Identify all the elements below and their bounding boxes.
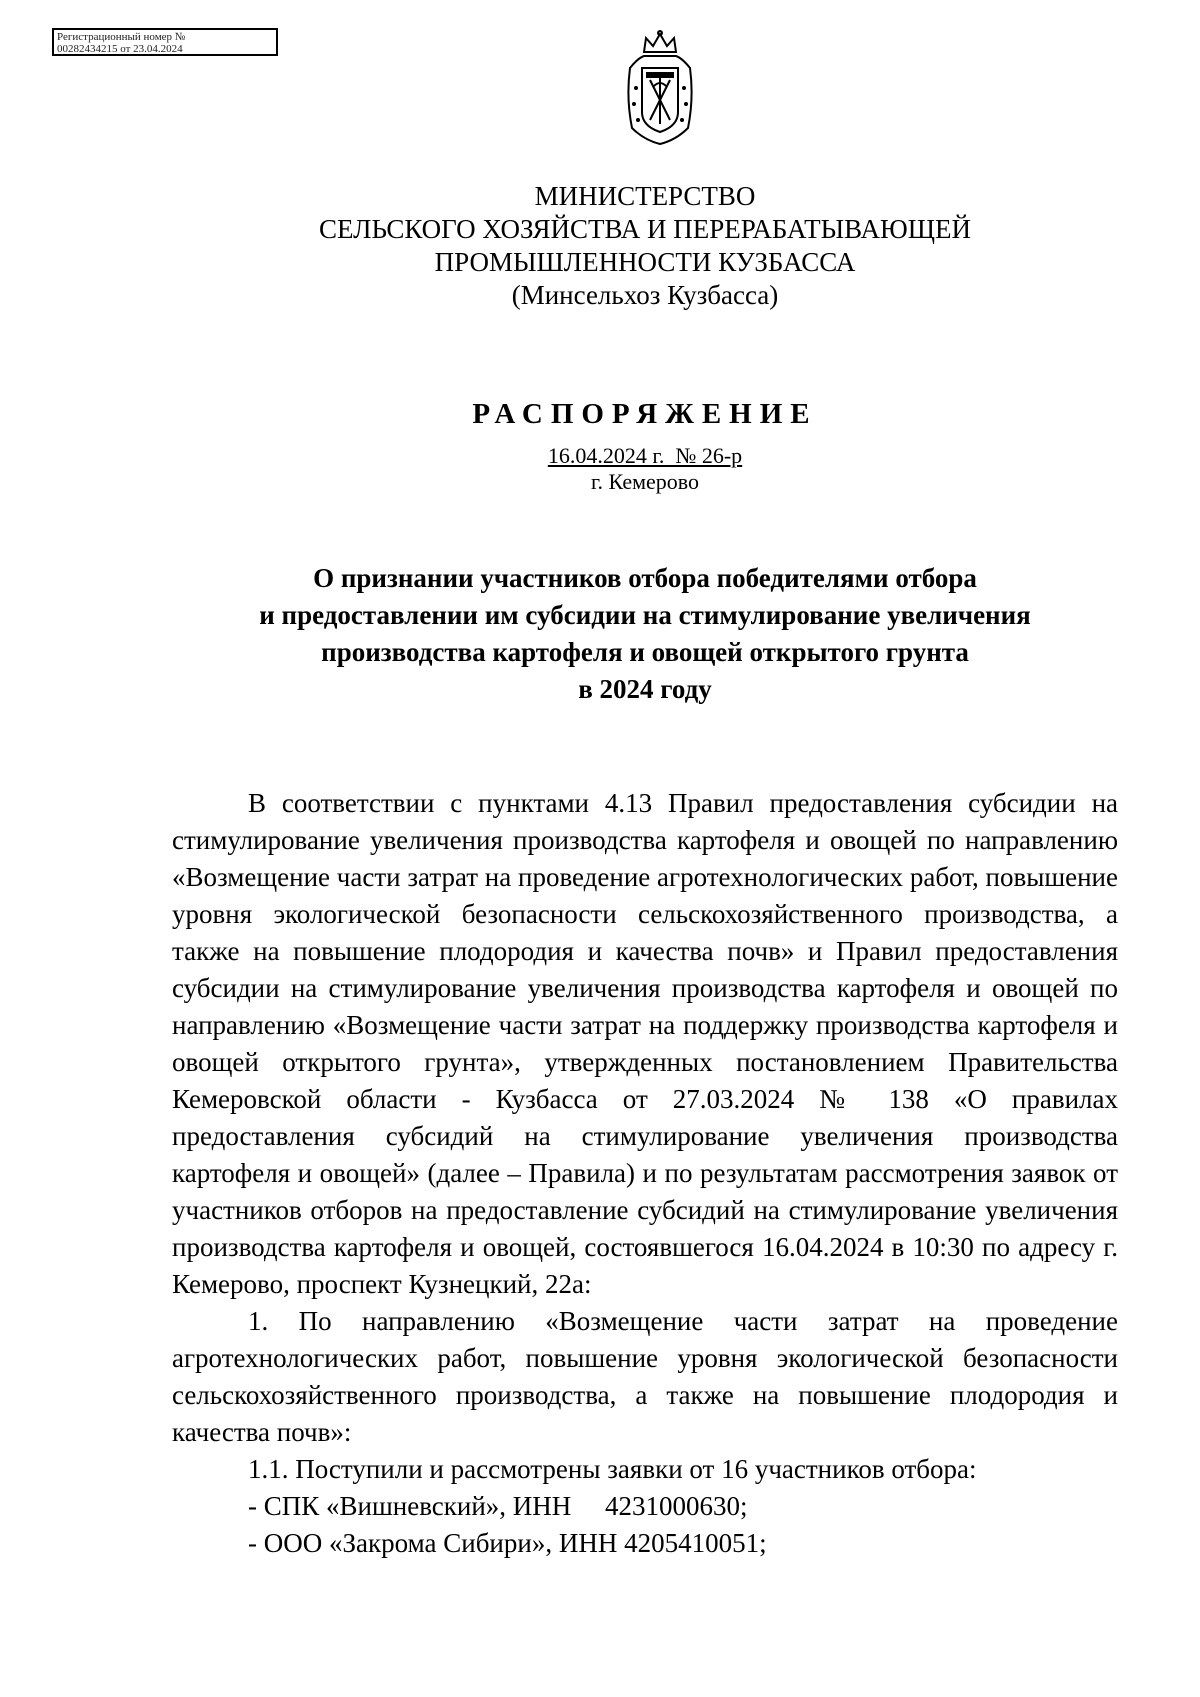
- subject-line: и предоставлении им субсидии на стимулирование увеличения: [259, 600, 1031, 630]
- ministry-header: [0, 180, 1200, 312]
- item-1-1-paragraph: 1.1. Поступили и рассмотрены заявки от 16 участников отбора:: [248, 1454, 977, 1484]
- ministry-short-name: (Минсельхоз Кузбасса): [511, 280, 779, 310]
- participant-list-item: - СПК «Вишневский», ИНН 4231000630;: [248, 1491, 748, 1521]
- subject-line: О признании участников отбора победителями отбора: [313, 563, 977, 593]
- ministry-line: МИНИСТЕРСТВО: [534, 181, 756, 211]
- item-1-paragraph: 1. По направлению «Возмещение части затрат на проведение агротехнологических работ, повышение уровня экологической безопасности сельскохозяйственного производства, а также на повышение плодородия и качества почв»:: [172, 1306, 1118, 1447]
- ministry-line: СЕЛЬСКОГО ХОЗЯЙСТВА И ПЕРЕРАБАТЫВАЮЩЕЙ: [319, 214, 971, 244]
- ministry-line: ПРОМЫШЛЕННОСТИ КУЗБАССА: [434, 247, 856, 277]
- intro-paragraph: В соответствии с пунктами 4.13 Правил предоставления субсидии на стимулирование увеличения производства картофеля и овощей по направлению «Возмещение части затрат на проведение агротехнологических работ, повышение уровня экологической безопасности сельскохозяйственного производства, а также на повышение плодородия и качества почв» и Правил предоставления субсидии на стимулирование увеличения производства картофеля и овощей по направлению «Возмещение части затрат на поддержку производства картофеля и овощей открытого грунта», утвержденных постановлением Правительства Кемеровской области - Кузбасса от 27.03.2024 № 138 «О правилах предоставления субсидий на стимулирование увеличения производства картофеля и овощей» (далее – Правила) и по результатам рассмотрения заявок от участников отборов на предоставление субсидий на стимулирование увеличения производства картофеля и овощей, состоявшегося 16.04.2024 в 10:30 по адресу г. Кемерово, проспект Кузнецкий, 22а:: [172, 788, 1118, 1299]
- subject-line: в 2024 году: [578, 674, 712, 704]
- document-body: [172, 785, 1118, 1562]
- document-date-number: [0, 443, 1200, 469]
- document-type-title: РАСПОРЯЖЕНИЕ: [472, 398, 818, 430]
- coat-of-arms-icon: [622, 28, 698, 150]
- registration-stamp: [52, 28, 278, 56]
- document-subject: [0, 560, 1200, 708]
- subject-line: производства картофеля и овощей открытого грунта: [321, 637, 969, 667]
- registration-line-2: 00282434215 от 23.04.2024: [57, 43, 183, 55]
- document-city: г. Кемерово: [590, 469, 700, 494]
- date-number-text: 16.04.2024 г. № 26-р: [547, 443, 743, 468]
- participant-list-item: - ООО «Закрома Сибири», ИНН 4205410051;: [248, 1528, 767, 1558]
- registration-line-1: Регистрационный номер №: [57, 31, 186, 43]
